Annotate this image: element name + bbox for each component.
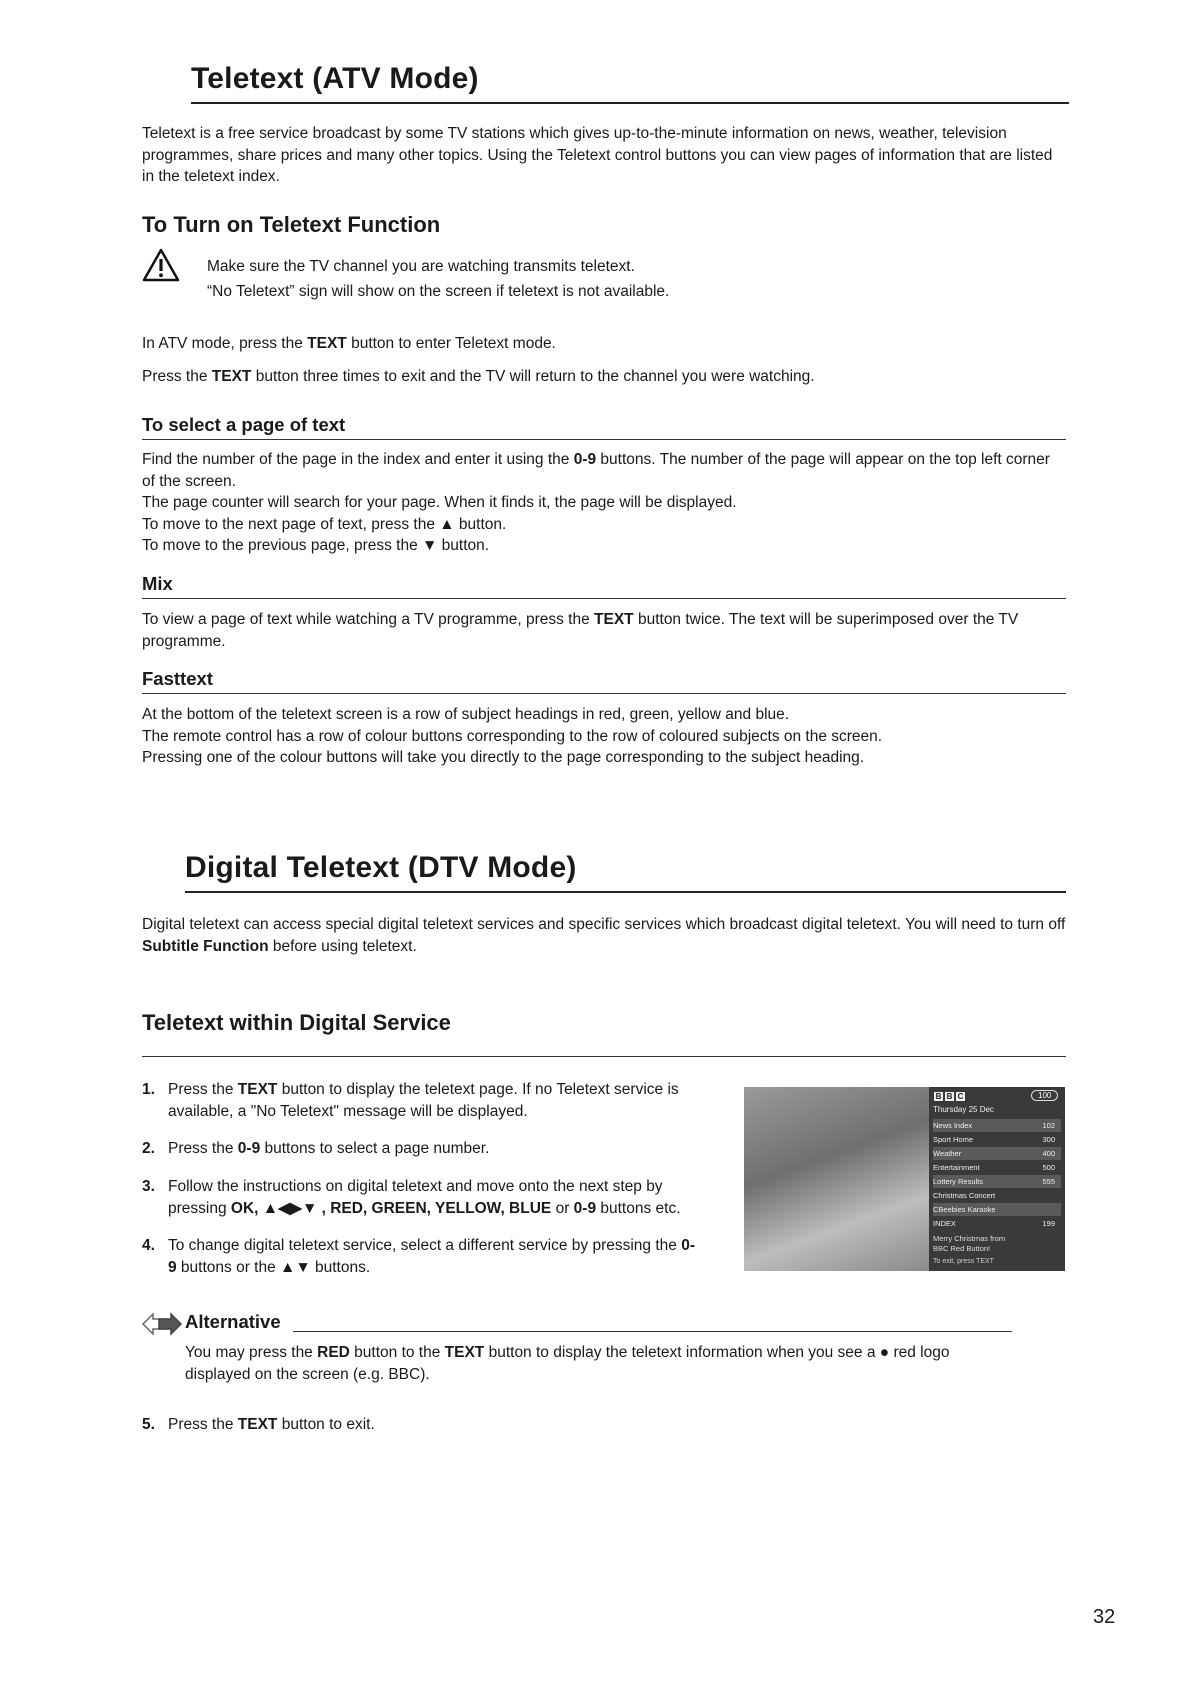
select-page-heading: To select a page of text	[142, 414, 346, 435]
bbc-logo-c: C	[957, 1092, 964, 1101]
teletext-row: Entertainment 500	[933, 1163, 1055, 1172]
digital-service-heading: Teletext within Digital Service	[142, 1010, 451, 1035]
dtv-intro: Digital teletext can access special digital teletext services and specific services which broadcast digital teletext. You will need to turn off Subtitle Function before using teletext.	[142, 916, 1066, 955]
fasttext-heading: Fasttext	[142, 668, 213, 689]
teletext-date: Thursday 25 Dec	[933, 1105, 994, 1114]
alternative-text: You may press the RED button to the TEXT button to display the teletext information when you see a ● red logo displayed on the screen (e.g. BBC).	[185, 1344, 950, 1383]
atv-title-rule	[191, 102, 1069, 104]
fasttext-rule	[142, 693, 1066, 694]
alternative-arrow-icon	[141, 1308, 183, 1340]
teletext-row: CBeebies Karaoke	[933, 1203, 1061, 1216]
teletext-row: Christmas Concert	[933, 1191, 996, 1200]
select-page-text: Find the number of the page in the index and enter it using the 0-9 buttons. The number of the page will appear on the top left corner of the screen. The page counter will search for your page. When it finds it, the page will be displayed. To move to the next page of text, press the ▲ button. To move to the previous page, press the ▼ button.	[142, 451, 1050, 554]
teletext-footer-1: Merry Christmas from	[933, 1234, 1006, 1243]
select-page-rule	[142, 439, 1066, 440]
digital-service-rule	[142, 1056, 1066, 1057]
turn-on-para-2: Press the TEXT button three times to exit and the TV will return to the channel you were watching.	[142, 368, 815, 385]
teletext-row: Weather 400	[933, 1147, 1061, 1160]
turn-on-heading: To Turn on Teletext Function	[142, 212, 441, 237]
teletext-screenshot	[744, 1087, 1065, 1271]
teletext-row: News Index 102	[933, 1119, 1061, 1132]
atv-intro: Teletext is a free service broadcast by some TV stations which gives up-to-the-minute information on news, weather, television programmes, share prices and many other topics. Using the Teletext control buttons you can view pages of information that are listed in the teletext index.	[142, 125, 1053, 185]
bbc-logo-b2: B	[946, 1092, 953, 1101]
teletext-row: INDEX 199	[933, 1219, 1055, 1228]
teletext-footer-2: BBC Red Button!	[933, 1244, 991, 1253]
page-number-box: 100	[1031, 1090, 1058, 1101]
atv-title: Teletext (ATV Mode)	[191, 62, 479, 95]
alternative-rule	[293, 1331, 1012, 1332]
warning-line-2: “No Teletext” sign will show on the screen if teletext is not available.	[207, 283, 670, 300]
mix-text: To view a page of text while watching a TV programme, press the TEXT button twice. The text will be superimposed over the TV programme.	[142, 611, 1019, 650]
turn-on-para-1: In ATV mode, press the TEXT button to enter Teletext mode.	[142, 335, 556, 352]
bbc-logo-b1: B	[935, 1092, 942, 1101]
warning-line-1: Make sure the TV channel you are watching transmits teletext.	[207, 258, 635, 275]
page-number: 32	[1093, 1606, 1116, 1628]
dtv-title: Digital Teletext (DTV Mode)	[185, 851, 577, 884]
teletext-row: Sport Home 300	[933, 1135, 1055, 1144]
teletext-exit-hint: To exit, press TEXT	[933, 1258, 994, 1265]
tv-scene-image	[744, 1087, 929, 1271]
warning-icon	[142, 247, 180, 283]
alternative-heading: Alternative	[185, 1311, 281, 1332]
teletext-row: Lottery Results 555	[933, 1175, 1061, 1188]
mix-heading: Mix	[142, 573, 173, 594]
mix-rule	[142, 598, 1066, 599]
fasttext-text: At the bottom of the teletext screen is a row of subject headings in red, green, yellow and blue. The remote control has a row of colour buttons corresponding to the row of coloured subjects on the screen. Pressing one of the colour buttons will take you directly to the page corresponding to the subject heading.	[142, 706, 883, 766]
dtv-title-rule	[185, 891, 1066, 893]
